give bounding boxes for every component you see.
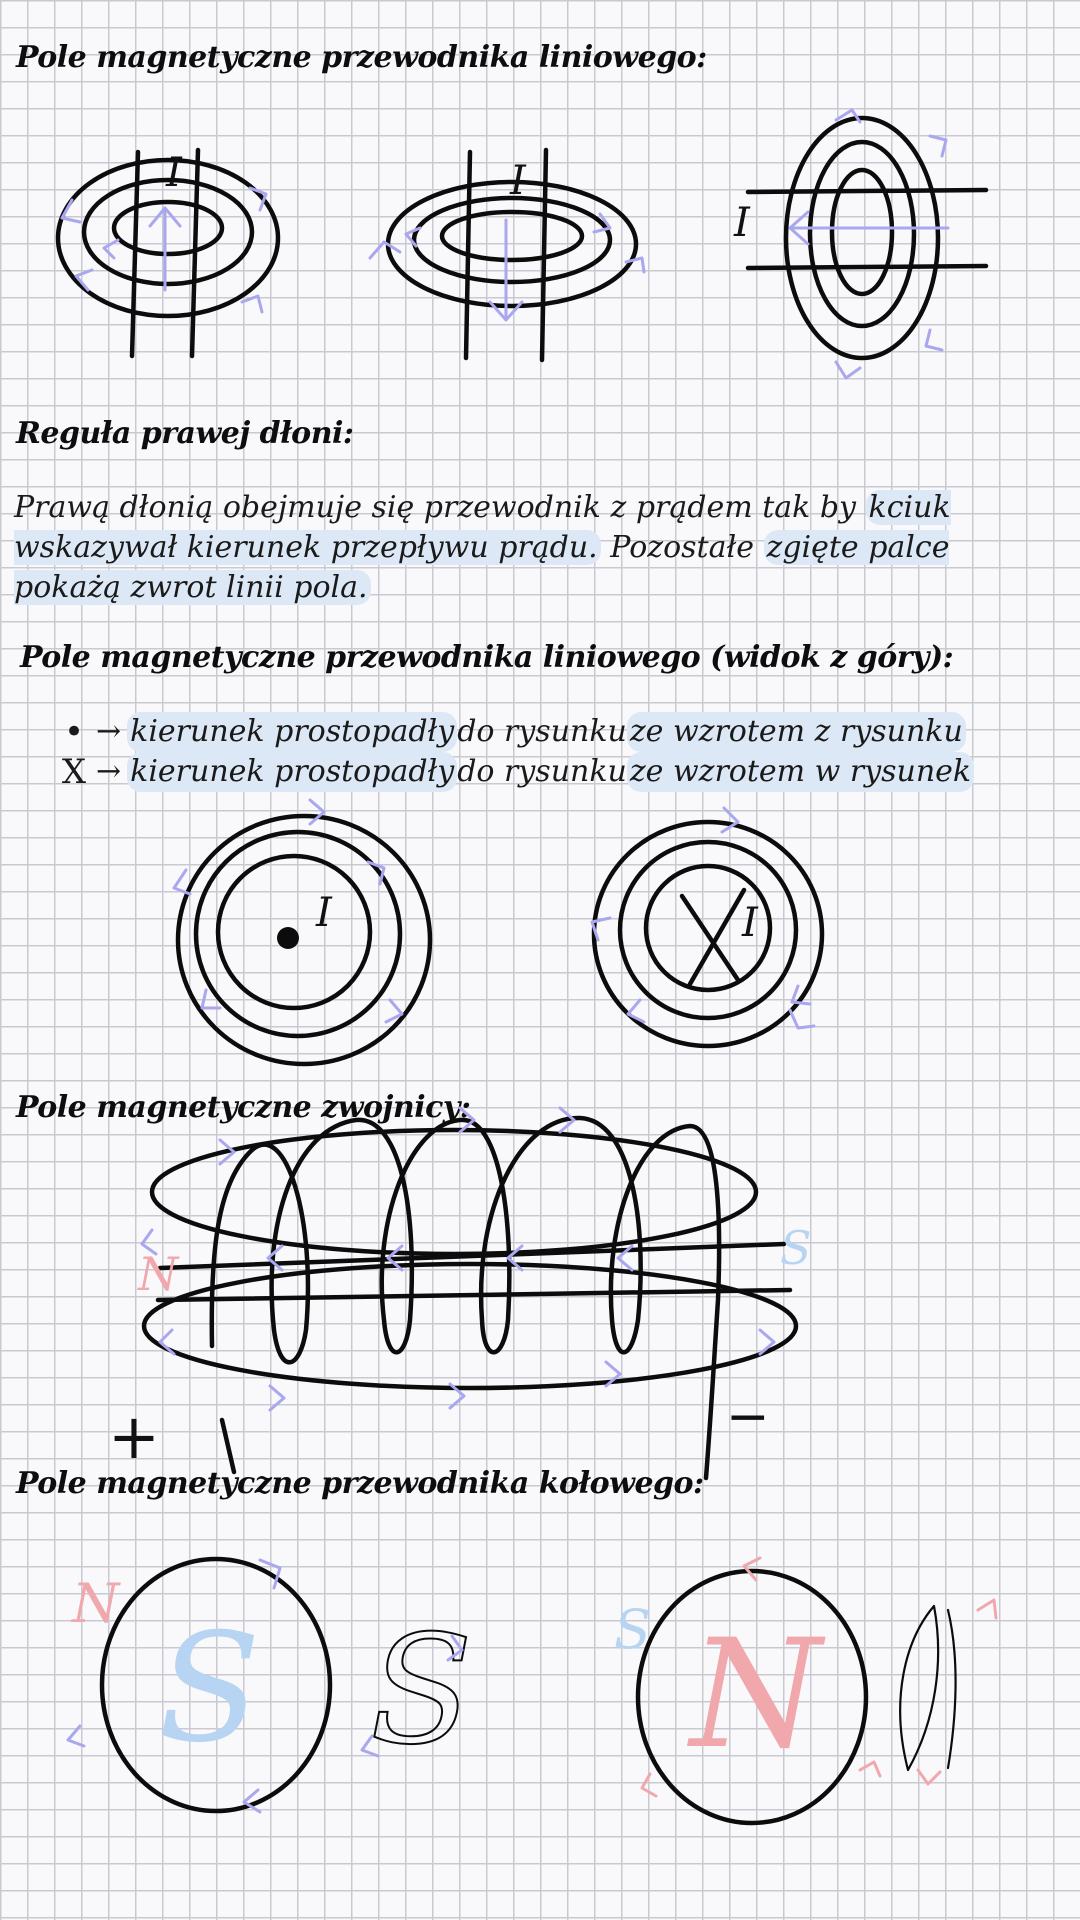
solenoid-north-label: N xyxy=(138,1247,179,1301)
outline-north-letter xyxy=(900,1606,955,1770)
rule-text-2: Pozostałe xyxy=(600,530,764,565)
heading-linear-conductor: Pole magnetyczne przewodnika liniowego: xyxy=(16,40,707,75)
plus-terminal: + xyxy=(108,1400,160,1473)
current-in-cross xyxy=(682,890,744,984)
linear-conductor-drawing-1 xyxy=(58,150,278,356)
circle-north-label: N xyxy=(72,1572,120,1635)
circular-conductor-south xyxy=(68,1559,473,1812)
circle-north-pole: N xyxy=(690,1608,822,1782)
heading-circular-conductor: Pole magnetyczne przewodnika kołowego: xyxy=(16,1466,704,1501)
solenoid-drawing xyxy=(108,1108,812,1478)
current-out-dot xyxy=(277,927,299,949)
current-label: I xyxy=(166,150,182,196)
outline-south-letter: S xyxy=(370,1604,473,1778)
legend-dot-text-a: kierunek prostopadły xyxy=(127,712,457,752)
arrow-right-icon: → xyxy=(96,714,122,749)
legend-cross-text-c: ze wzrotem w rysunek xyxy=(627,752,974,792)
heading-right-hand-rule: Reguła prawej dłoni: xyxy=(16,416,354,451)
rule-highlight-thumb: kciuk wskazywał kierunek przepływu prądu. xyxy=(14,490,951,565)
heading-top-view: Pole magnetyczne przewodnika liniowego (widok z góry): xyxy=(20,640,954,675)
rule-text-1: Prawą dłonią obejmuje się przewodnik z prądem tak by xyxy=(14,490,866,525)
minus-terminal: − xyxy=(726,1387,770,1447)
legend-cross-text-b: do rysunku xyxy=(457,754,627,789)
arrow-right-icon: → xyxy=(96,754,122,789)
current-label: I xyxy=(734,200,750,246)
heading-solenoid: Pole magnetyczne zwojnicy: xyxy=(16,1090,471,1125)
circle-south-label: S xyxy=(614,1598,651,1661)
top-view-current-out xyxy=(174,800,430,1064)
linear-conductor-drawing-3 xyxy=(733,110,986,378)
current-label: I xyxy=(742,900,758,946)
rule-highlight-fingers: zgięte palce pokażą zwrot linii pola. xyxy=(14,530,950,605)
legend-dot-text-b: do rysunku xyxy=(457,714,627,749)
cross-symbol: X xyxy=(61,752,87,792)
current-label: I xyxy=(316,890,332,936)
circular-conductor-north xyxy=(614,1558,996,1823)
linear-conductor-drawing-2 xyxy=(370,150,644,360)
solenoid-south-label: S xyxy=(780,1221,812,1275)
circle-south-pole: S xyxy=(158,1602,261,1776)
legend-dot-text-c: ze wzrotem z rysunku xyxy=(627,712,966,752)
dot-symbol: • xyxy=(63,712,85,752)
top-view-current-in xyxy=(592,808,822,1046)
current-label: I xyxy=(510,158,526,204)
legend-cross-text-a: kierunek prostopadły xyxy=(127,752,457,792)
